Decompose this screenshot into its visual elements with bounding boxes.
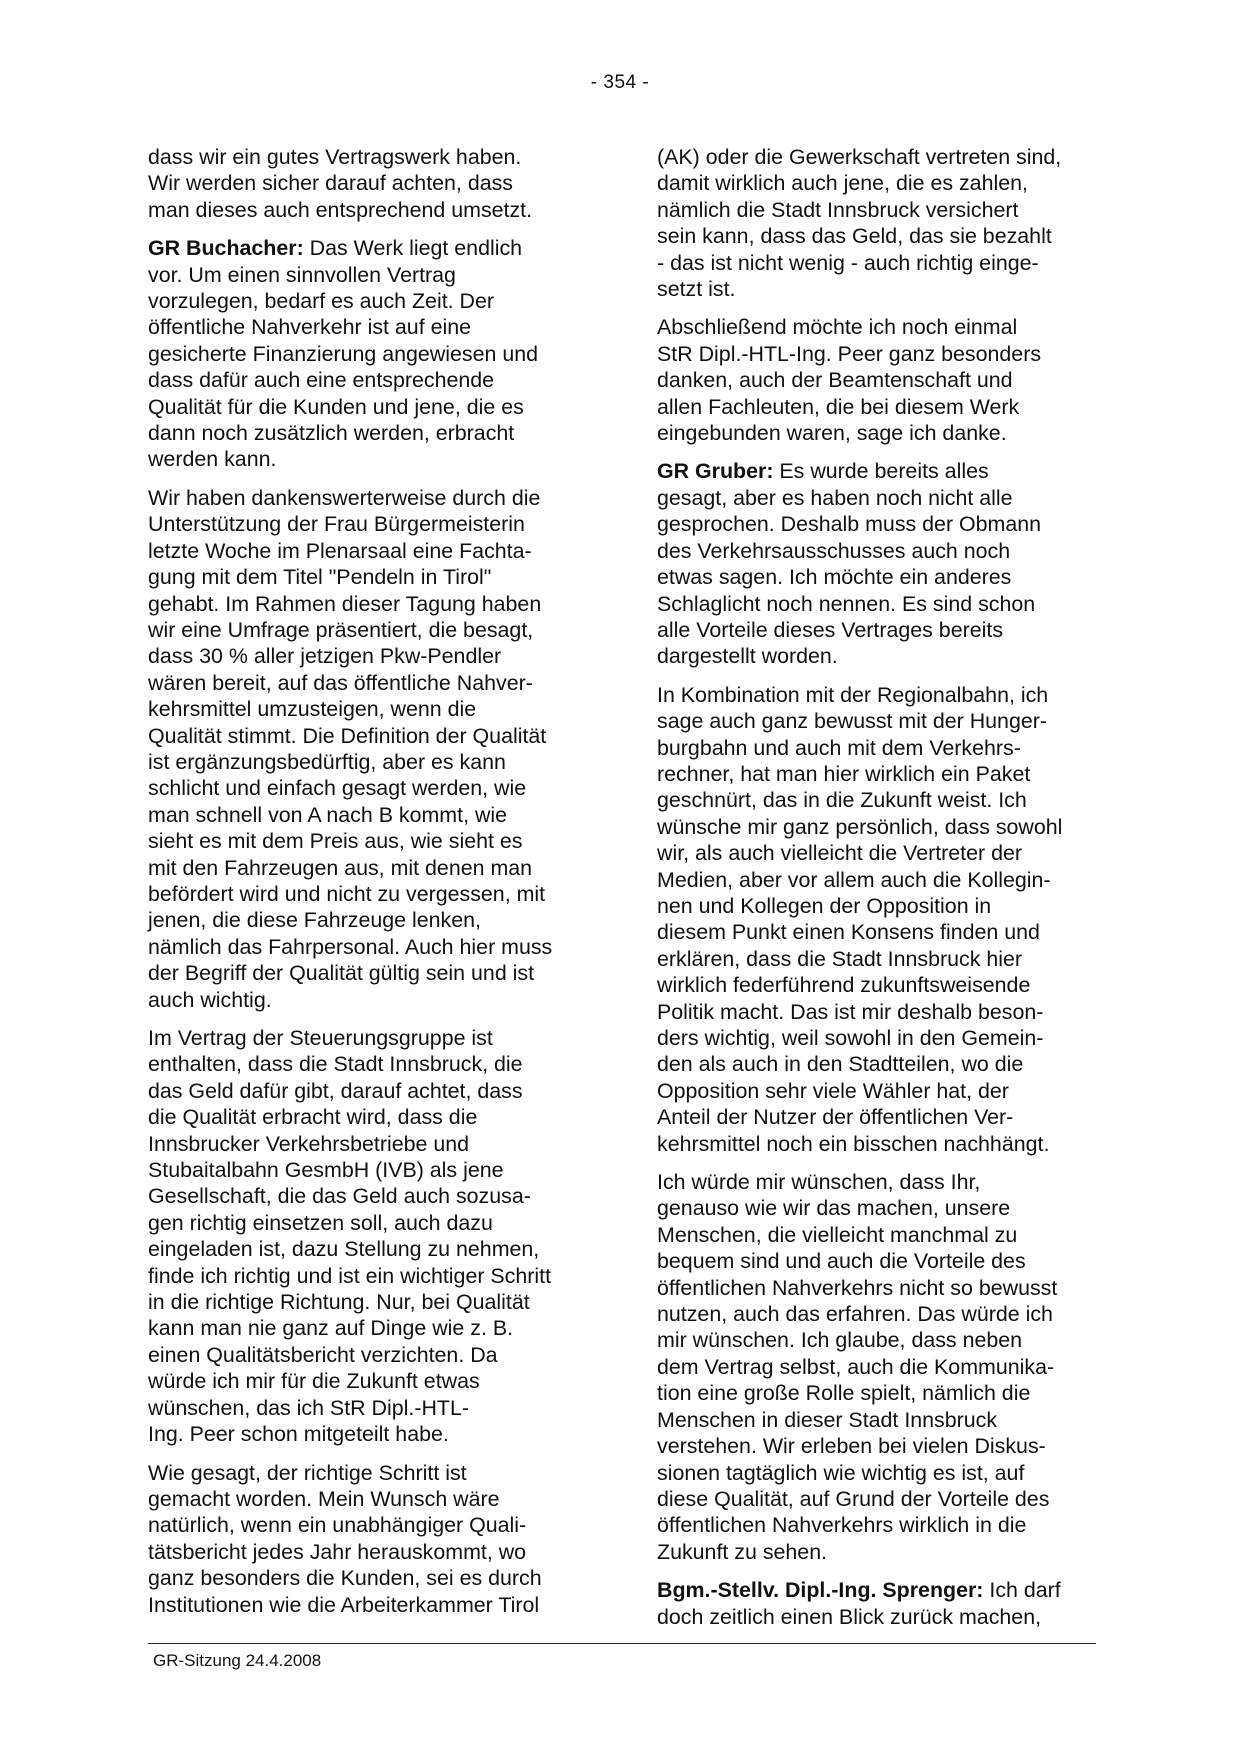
paragraph [148, 485, 593, 1013]
paragraph [148, 235, 593, 473]
paragraph-text: (AK) oder die Gewerkschaft vertreten sind, damit wirklich auch jene, die es zahlen, nämlich die Stadt Innsbruck versichert sein kann, dass das Geld, das sie bezahlt - das ist nicht wenig - auch richtig einge- setzt ist. [657, 145, 1062, 302]
speaker-name: GR Gruber: [657, 459, 774, 484]
footer-divider [148, 1643, 1096, 1644]
paragraph [657, 144, 1102, 302]
paragraph [148, 144, 593, 223]
paragraph-text: Es wurde bereits alles gesagt, aber es haben noch nicht alle gesprochen. Deshalb muss der Obmann des Verkehrsausschusses auch noch etwas sagen. Ich möchte ein anderes Schlaglicht noch nennen. Es sind schon alle Vorteile dieses Vertrages bereits dargestellt worden. [657, 459, 1042, 669]
paragraph-text: In Kombination mit der Regionalbahn, ich sage auch ganz bewusst mit der Hunger- burgbahn und auch mit dem Verkehrs- rechner, hat man hier wirklich ein Paket geschnürt, das in die Zukunft weist. Ich wünsche mir ganz persönlich, dass sowohl wir, als auch vielleicht die Vertreter der Medien, aber vor allem auch die Kollegin- nen und Kollegen der Opposition in diesem Punkt einen Konsens finden und erklären, dass die Stadt Innsbruck hier wirklich federführend zukunftsweisende Politik macht. Das ist mir deshalb beson- ders wichtig, weil sowohl in den Gemein- den als auch in den Stadtteilen, wo die Opposition sehr viele Wähler hat, der Anteil der Nutzer der öffentlichen Ver- kehrsmittel noch ein bisschen nachhängt. [657, 682, 1063, 1156]
paragraph-text: Abschließend möchte ich noch einmal StR Dipl.-HTL-Ing. Peer ganz besonders danken, auch der Beamtenschaft und allen Fachleuten, die bei diesem Werk eingebunden waren, sage ich danke. [657, 315, 1042, 446]
paragraph [657, 682, 1102, 1157]
paragraph-text: Das Werk liegt endlich vor. Um einen sinnvollen Vertrag vorzulegen, bedarf es auch Zeit. Der öffentliche Nahverkehr ist auf eine gesicherte Finanzierung angewiesen und dass dafür auch eine entsprechende Qualität für die Kunden und jene, die es dann noch zusätzlich werden, erbracht werden kann. [148, 236, 539, 472]
paragraph-text: Ich darf doch zeitlich einen Blick zurück machen, [657, 1578, 1061, 1629]
paragraph [657, 458, 1102, 669]
paragraph [657, 1169, 1102, 1565]
speaker-name: Bgm.-Stellv. Dipl.-Ing. Sprenger: [657, 1578, 984, 1603]
paragraph-text: dass wir ein gutes Vertragswerk haben. Wir werden sicher darauf achten, dass man dieses auch entsprechend umsetzt. [148, 145, 533, 222]
right-column [657, 144, 1102, 1642]
paragraph-text: Wir haben dankenswerterweise durch die Unterstützung der Frau Bürgermeisterin letzte Woche im Plenarsaal eine Fachta- gung mit dem Titel "Pendeln in Tirol" gehabt. Im Rahmen dieser Tagung haben wir eine Umfrage präsentiert, die besagt, dass 30 % aller jetzigen Pkw-Pendler wären bereit, auf das öffentliche Nahver- kehrsmittel umzusteigen, wenn die Qualität stimmt. Die Definition der Qualität ist ergänzungsbedürftig, aber es kann schlicht und einfach gesagt werden, wie man schnell von A nach B kommt, wie sieht es mit dem Preis aus, wie sieht es mit den Fahrzeugen aus, mit denen man befördert wird und nicht zu vergessen, mit jenen, die diese Fahrzeuge lenken, nämlich das Fahrpersonal. Auch hier muss der Begriff der Qualität gültig sein und ist auch wichtig. [148, 485, 553, 1012]
left-column [148, 144, 593, 1630]
paragraph [657, 314, 1102, 446]
footer-session-date: GR-Sitzung 24.4.2008 [153, 1651, 322, 1670]
paragraph-text: Ich würde mir wünschen, dass Ihr, genauso wie wir das machen, unsere Menschen, die vielleicht manchmal zu bequem sind und auch die Vorteile des öffentlichen Nahverkehrs nicht so bewusst nutzen, auch das erfahren. Das würde ich mir wünschen. Ich glaube, dass neben dem Vertrag selbst, auch die Kommunika- tion eine große Rolle spielt, nämlich die Menschen in dieser Stadt Innsbruck verstehen. Wir erleben bei vielen Diskus- sionen tagtäglich wie wichtig es ist, auf diese Qualität, auf Grund der Vorteile des öffentlichen Nahverkehrs wirklich in die Zukunft zu sehen. [657, 1170, 1058, 1564]
paragraph-text: Im Vertrag der Steuerungsgruppe ist enthalten, dass die Stadt Innsbruck, die das Geld dafür gibt, darauf achtet, dass die Qualität erbracht wird, dass die Innsbrucker Verkehrsbetriebe und Stubaitalbahn GesmbH (IVB) als jene Gesellschaft, die das Geld auch sozusa- gen richtig einsetzen soll, auch dazu eingeladen ist, dazu Stellung zu nehmen, finde ich richtig und ist ein wichtiger Schritt in die richtige Richtung. Nur, bei Qualität kann man nie ganz auf Dinge wie z. B. einen Qualitätsbericht verzichten. Da würde ich mir für die Zukunft etwas wünschen, das ich StR Dipl.-HTL- Ing. Peer schon mitgeteilt habe. [148, 1026, 552, 1447]
paragraph [148, 1025, 593, 1448]
speaker-name: GR Buchacher: [148, 236, 304, 261]
paragraph [148, 1460, 593, 1618]
paragraph-text: Wie gesagt, der richtige Schritt ist gemacht worden. Mein Wunsch wäre natürlich, wenn ein unabhängiger Quali- tätsbericht jedes Jahr herauskommt, wo ganz besonders die Kunden, sei es durch Institutionen wie die Arbeiterkammer Tirol [148, 1460, 542, 1617]
page-number: - 354 - [590, 72, 650, 93]
paragraph [657, 1577, 1102, 1630]
